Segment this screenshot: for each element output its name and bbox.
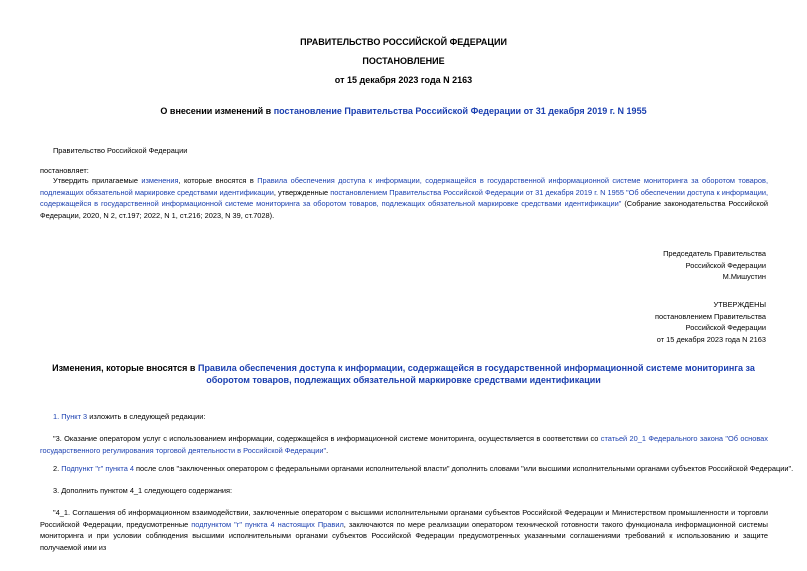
- p1-text-c: , утвержденные: [273, 187, 331, 197]
- p1-text-b: , которые вносятся в: [178, 176, 258, 185]
- quote-2-text-a: "4_1. Соглашения об информационном взаимодействии, заключенные оператором с высшими исполнительными органами субъектов Российской Федерации и Министерством промышленности и торговли Российской Федерации, предусмотренные: [40, 508, 768, 529]
- changes-title-link[interactable]: Правила обеспечения доступа к информации, содержащейся в государственной информационной системе мониторинга за оборотом товаров, подлежащих обязательной маркировке средствами идентификации: [197, 363, 755, 385]
- signature-name: М.Мишустин: [722, 272, 766, 282]
- signature-country: Российской Федерации: [685, 260, 766, 270]
- signature-position: Председатель Правительства: [663, 249, 766, 258]
- approval-decree: постановлением Правительства: [655, 311, 766, 321]
- quote-2-link[interactable]: подпунктом "г" пункта 4 настоящих Правил: [191, 519, 344, 529]
- quote-1: [40, 433, 768, 456]
- item-2-link[interactable]: Подпункт "г" пункта 4: [61, 464, 134, 473]
- approval-date: от 15 декабря 2023 года N 2163: [656, 334, 766, 344]
- item-1-text: изложить в следующей редакции:: [87, 412, 206, 421]
- item-1: [53, 411, 205, 423]
- item-2-prefix: 2.: [53, 464, 62, 473]
- document-type: ПОСТАНОВЛЕНИЕ: [362, 56, 445, 66]
- document-date-number: от 15 декабря 2023 года N 2163: [334, 75, 473, 85]
- approval-heading: УТВЕРЖДЕНЫ: [713, 300, 766, 309]
- signature-block: [663, 248, 766, 283]
- quote-2-text-b: , заключаются по мере реализации оператором технической готовности такого функционала информационной системы мониторинга и при условии соблюдения высшими исполнительными органами субъектов Российской Федерации предусмотренных указанными соглашениями требований к использованию и защите получаемой ими из: [40, 519, 768, 552]
- title-link-decree-1955[interactable]: постановление Правительства Российской Федерации от 31 декабря 2019 г. N 1955: [273, 106, 647, 116]
- link-changes[interactable]: изменения: [141, 176, 179, 185]
- document-title-prefix: О внесении изменений в: [160, 106, 274, 116]
- decrees-text: постановляет:: [40, 166, 89, 175]
- changes-title: [50, 362, 757, 386]
- approval-country: Российской Федерации: [685, 323, 766, 333]
- p1-text-d: (Собрание законодательства Российской Федерации, 2020, N 2, ст.197; 2022, N 1, ст.216; 2023, N 39, ст.7028).: [40, 199, 768, 220]
- government-heading: ПРАВИТЕЛЬСТВО РОССИЙСКОЙ ФЕДЕРАЦИИ: [300, 37, 507, 47]
- item-3: 3. Дополнить пунктом 4_1 следующего содержания:: [53, 486, 233, 495]
- link-decree-1955[interactable]: постановлением Правительства Российской Федерации от 31 декабря 2019 г. N 1955 "Об обеспечении доступа к информации, содержащейся в государственной информационной системе мониторинга за оборотом товаров, подлежащих обязательной маркировке средствами идентификации": [40, 187, 769, 208]
- paragraph-approve: [40, 175, 768, 221]
- item-1-link[interactable]: 1. Пункт 3: [53, 412, 88, 421]
- quote-2: [40, 507, 768, 553]
- item-2-text: после слов "заключенных оператором с федеральными органами исполнительной власти" дополнить словами "или высшими исполнительными органами субъектов Российской Федерации".: [134, 464, 794, 473]
- document-title: [0, 106, 807, 116]
- quote-1-text-a: "3. Оказание оператором услуг с использованием информации, содержащейся в информационной системе мониторинга, осуществляется в соответствии со: [53, 434, 601, 443]
- changes-title-prefix: Изменения, которые вносятся в: [52, 363, 198, 373]
- link-rules[interactable]: Правила обеспечения доступа к информации, содержащейся в государственной информационной системе мониторинга за оборотом товаров, подлежащих обязательной маркировке средствами идентификации: [40, 176, 768, 197]
- p1-text-a: Утвердить прилагаемые: [53, 176, 142, 185]
- item-2: [53, 463, 793, 475]
- issuer-text: Правительство Российской Федерации: [53, 146, 188, 155]
- quote-1-text-b: .: [326, 445, 329, 455]
- quote-1-link[interactable]: статьей 20_1 Федерального закона "Об основах государственного регулирования торговой деятельности в Российской Федерации": [40, 434, 768, 455]
- approval-block: [655, 299, 766, 345]
